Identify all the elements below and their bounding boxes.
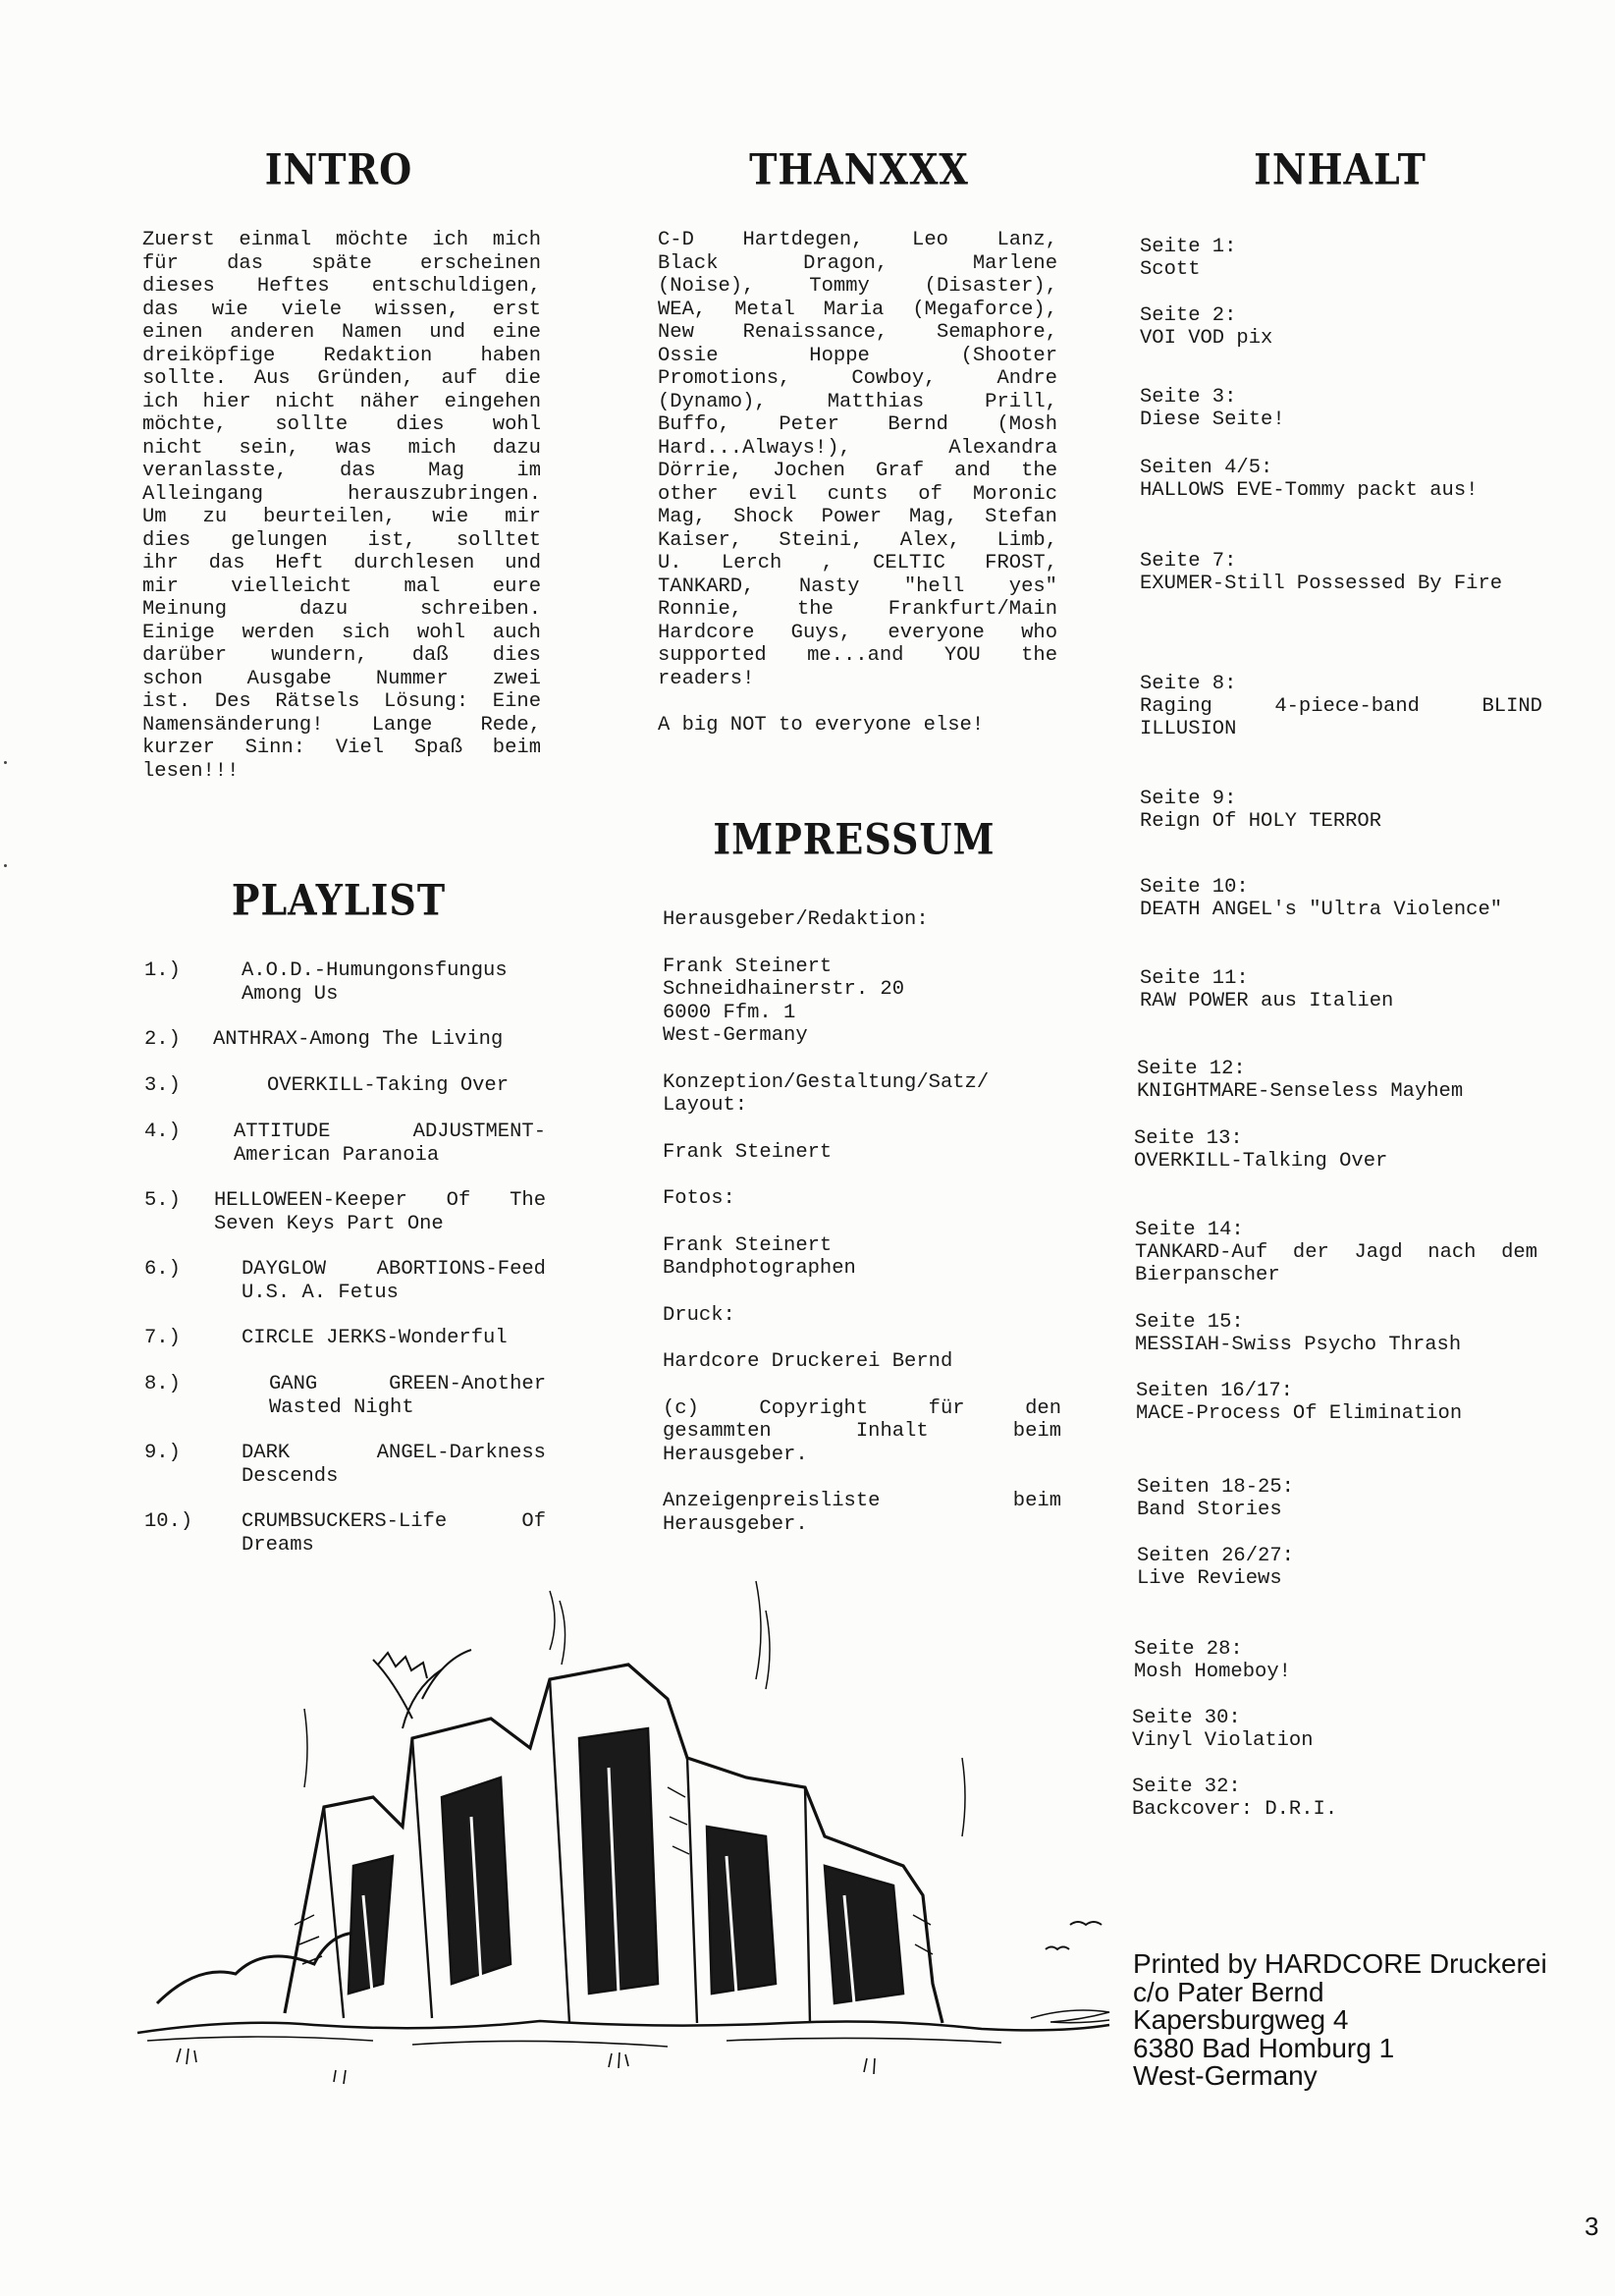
inhalt-title: Vinyl Violation <box>1132 1729 1314 1752</box>
impressum-line: (c) Copyright für den <box>663 1396 1061 1420</box>
inhalt-title: Live Reviews <box>1137 1567 1282 1590</box>
printer-address <box>1133 1950 1547 2091</box>
inhalt-page: Seiten 18-25: <box>1137 1476 1294 1499</box>
playlist-item <box>242 959 546 1006</box>
inhalt-entry <box>1140 236 1542 281</box>
playlist-item-title: DAYGLOW ABORTIONS-Feed <box>242 1258 546 1281</box>
playlist-item-subtitle: U.S. A. Fetus <box>242 1281 399 1304</box>
impressum-paragraph <box>663 1187 1061 1211</box>
playlist-item <box>242 1327 546 1350</box>
intro-line: ihr das Heft durchlesen und <box>142 552 541 574</box>
playlist-item <box>269 1373 546 1419</box>
playlist-number: 9.) <box>144 1442 181 1464</box>
impressum-paragraph <box>663 1350 1061 1374</box>
impressum-line: West-Germany <box>663 1024 808 1047</box>
thanx-line: Hardcore Guys, everyone who <box>658 621 1057 644</box>
inhalt-entry <box>1137 1058 1539 1103</box>
intro-text <box>142 229 541 783</box>
thanx-line: (Dynamo), Matthias Prill, <box>658 390 1057 413</box>
intro-line: Meinung dazu schreiben. <box>142 598 541 621</box>
playlist-item <box>242 1442 546 1488</box>
impressum-paragraph <box>663 1490 1061 1536</box>
inhalt-page: Seite 1: <box>1140 236 1237 258</box>
inhalt-page: Seite 32: <box>1132 1776 1241 1798</box>
inhalt-page: Seite 13: <box>1134 1127 1243 1150</box>
playlist-item-title: GANG GREEN-Another <box>269 1373 546 1395</box>
playlist-number: 3.) <box>144 1074 181 1097</box>
inhalt-page: Seiten 4/5: <box>1140 457 1273 479</box>
inhalt-title: MESSIAH-Swiss Psycho Thrash <box>1135 1334 1462 1356</box>
thanx-line: supported me...and YOU the <box>658 644 1057 667</box>
printer-address-line: Kapersburgweg 4 <box>1133 2004 1349 2035</box>
playlist-item-title: DARK ANGEL-Darkness <box>242 1442 546 1464</box>
inhalt-title: RAW POWER aus Italien <box>1140 990 1394 1012</box>
thanx-line: readers! <box>658 667 755 690</box>
intro-line: Um zu beurteilen, wie mir <box>142 506 541 528</box>
inhalt-page: Seite 11: <box>1140 967 1249 990</box>
impressum-line: Herausgeber. <box>663 1512 808 1536</box>
playlist-item <box>213 1028 546 1052</box>
playlist-item-title: CRUMBSUCKERS-Life Of <box>242 1510 546 1533</box>
inhalt-entry <box>1137 1476 1539 1521</box>
playlist-number: 6.) <box>144 1258 181 1281</box>
playlist-item-title: ATTITUDE ADJUSTMENT- <box>234 1121 546 1143</box>
playlist-number: 7.) <box>144 1327 181 1349</box>
printer-address-line: West-Germany <box>1133 2060 1318 2091</box>
thanx-line: Dörrie, Jochen Graf and the <box>658 460 1057 482</box>
playlist-item-title: HELLOWEEN-Keeper Of The <box>214 1189 546 1212</box>
inhalt-entry <box>1132 1776 1534 1821</box>
inhalt-entry <box>1132 1707 1534 1752</box>
playlist-item <box>234 1121 546 1167</box>
playlist-item-subtitle: Descends <box>242 1464 339 1488</box>
impressum-line: Fotos: <box>663 1187 735 1210</box>
playlist-item-title: A.O.D.-Humungonsfungus <box>242 959 508 982</box>
impressum-paragraph <box>663 1304 1061 1328</box>
inhalt-page: Seite 12: <box>1137 1058 1246 1080</box>
thanx-line: New Renaissance, Semaphore, <box>658 321 1057 344</box>
intro-line: ich hier nicht näher eingehen <box>142 390 541 413</box>
playlist-item <box>242 1258 546 1304</box>
thanx-line: Mag, Shock Power Mag, Stefan <box>658 506 1057 528</box>
intro-line: das wie viele wissen, erst <box>142 298 541 321</box>
impressum-line: Schneidhainerstr. 20 <box>663 978 905 1001</box>
inhalt-page: Seite 10: <box>1140 876 1249 899</box>
inhalt-title: Diese Seite! <box>1140 409 1285 431</box>
inhalt-title: VOI VOD pix <box>1140 327 1273 350</box>
impressum-heading: IMPRESSUM <box>713 814 996 864</box>
playlist-item-title: ANTHRAX-Among The Living <box>213 1028 504 1051</box>
inhalt-entry <box>1134 1638 1536 1683</box>
inhalt-entry <box>1140 876 1542 921</box>
impressum-line: Anzeigenpreisliste beim <box>663 1490 1061 1512</box>
inhalt-title: MACE-Process Of Elimination <box>1136 1402 1463 1425</box>
playlist-item <box>214 1189 546 1235</box>
inhalt-title: Backcover: D.R.I. <box>1132 1798 1338 1821</box>
inhalt-page: Seite 9: <box>1140 788 1237 810</box>
inhalt-title: Raging 4-piece-band BLIND ILLUSION <box>1140 695 1542 740</box>
inhalt-entry <box>1134 1127 1536 1173</box>
thanx-line: U. Lerch , CELTIC FROST, <box>658 552 1057 574</box>
inhalt-title: OVERKILL-Talking Over <box>1134 1150 1388 1173</box>
impressum-line: Frank Steinert <box>663 1140 833 1164</box>
scan-speck <box>4 761 7 764</box>
playlist-number: 2.) <box>144 1028 181 1051</box>
intro-line: einen anderen Namen und eine <box>142 321 541 344</box>
thanx-line: Promotions, Cowboy, Andre <box>658 367 1057 390</box>
playlist-heading: PLAYLIST <box>231 875 447 925</box>
inhalt-page: Seite 28: <box>1134 1638 1243 1661</box>
intro-line: veranlasste, das Mag im <box>142 460 541 482</box>
intro-heading: INTRO <box>264 144 413 194</box>
thanx-line: TANKARD, Nasty "hell yes" <box>658 574 1057 598</box>
intro-line: dieses Heftes entschuldigen, <box>142 275 541 298</box>
thanx-line: (Noise), Tommy (Disaster), <box>658 275 1057 298</box>
intro-line: schon Ausgabe Nummer zwei <box>142 667 541 690</box>
inhalt-page: Seiten 26/27: <box>1137 1545 1294 1567</box>
impressum-paragraph <box>663 908 1061 932</box>
playlist-item-subtitle: American Paranoia <box>234 1143 440 1167</box>
impressum-line: gesammten Inhalt beim <box>663 1420 1061 1443</box>
inhalt-entry <box>1135 1311 1537 1356</box>
thanx-line: WEA, Metal Maria (Megaforce), <box>658 298 1057 321</box>
intro-line: Namensänderung! Lange Rede, <box>142 713 541 737</box>
intro-line: für das späte erscheinen <box>142 251 541 275</box>
inhalt-entry <box>1140 457 1542 502</box>
scan-speck <box>4 864 7 867</box>
inhalt-title: EXUMER-Still Possessed By Fire <box>1140 573 1503 595</box>
inhalt-entry <box>1140 386 1542 431</box>
inhalt-title: Scott <box>1140 258 1201 281</box>
intro-line: darüber wundern, daß dies <box>142 644 541 667</box>
printer-address-line: 6380 Bad Homburg 1 <box>1133 2032 1395 2063</box>
inhalt-title: Reign Of HOLY TERROR <box>1140 810 1382 833</box>
playlist-item-subtitle: Seven Keys Part One <box>214 1212 444 1235</box>
intro-line: sollte. Aus Gründen, auf die <box>142 367 541 390</box>
thanx-line: C-D Hartdegen, Leo Lanz, <box>658 229 1057 251</box>
thanx-line: Ossie Hoppe (Shooter <box>658 344 1057 367</box>
inhalt-entry <box>1140 550 1542 595</box>
impressum-line: Hardcore Druckerei Bernd <box>663 1350 953 1373</box>
thanx-line: Buffo, Peter Bernd (Mosh <box>658 413 1057 436</box>
inhalt-page: Seite 14: <box>1135 1219 1244 1241</box>
inhalt-page: Seite 30: <box>1132 1707 1241 1729</box>
inhalt-page: Seite 3: <box>1140 386 1237 409</box>
inhalt-title: Band Stories <box>1137 1499 1282 1521</box>
thanx-text <box>658 229 1057 738</box>
impressum-line: 6000 Ffm. 1 <box>663 1001 796 1024</box>
inhalt-entry <box>1140 673 1542 740</box>
impressum-line: Herausgeber. <box>663 1443 808 1466</box>
impressum-paragraph <box>663 1071 1061 1118</box>
inhalt-entry <box>1136 1380 1538 1425</box>
impressum-line: Konzeption/Gestaltung/Satz/ <box>663 1070 990 1094</box>
playlist-number: 8.) <box>144 1373 181 1395</box>
impressum-line: Frank Steinert <box>663 955 833 978</box>
impressum-line: Druck: <box>663 1303 735 1327</box>
inhalt-entry <box>1135 1219 1537 1286</box>
inhalt-entry <box>1140 788 1542 833</box>
inhalt-page: Seite 15: <box>1135 1311 1244 1334</box>
inhalt-entry <box>1140 967 1542 1012</box>
impressum-line: Layout: <box>663 1094 748 1117</box>
playlist-number: 10.) <box>144 1510 193 1533</box>
intro-line: dreiköpfige Redaktion haben <box>142 344 541 367</box>
thanx-line: other evil cunts of Moronic <box>658 482 1057 506</box>
impressum-paragraph <box>663 1234 1061 1281</box>
inhalt-heading: INHALT <box>1254 144 1427 194</box>
inhalt-title: TANKARD-Auf der Jagd nach dem Bierpanscher <box>1135 1241 1537 1286</box>
impressum-paragraph <box>663 956 1061 1048</box>
printer-address-line: c/o Pater Bernd <box>1133 1976 1324 2007</box>
intro-line: nicht sein, was mich dazu <box>142 436 541 460</box>
playlist-item-subtitle: Wasted Night <box>269 1395 414 1419</box>
intro-line: möchte, sollte dies wohl <box>142 413 541 436</box>
intro-line: ist. Des Rätsels Lösung: Eine <box>142 690 541 713</box>
inhalt-page: Seite 2: <box>1140 304 1237 327</box>
playlist-number: 4.) <box>144 1121 181 1143</box>
impressum-line: Frank Steinert <box>663 1233 833 1257</box>
impressum-text <box>663 908 1061 1559</box>
page-number: 3 <box>1585 2212 1599 2241</box>
playlist-item <box>242 1510 546 1557</box>
inhalt-title: KNIGHTMARE-Senseless Mayhem <box>1137 1080 1464 1103</box>
playlist-number: 1.) <box>144 959 181 982</box>
intro-line: dies gelungen ist, solltet <box>142 528 541 552</box>
playlist-number: 5.) <box>144 1189 181 1212</box>
inhalt-entry <box>1137 1545 1539 1590</box>
thanx-closing: A big NOT to everyone else! <box>658 714 985 737</box>
thanx-line: Black Dragon, Marlene <box>658 251 1057 275</box>
printer-address-line: Printed by HARDCORE Druckerei <box>1133 1948 1547 1979</box>
mosh-ruins-illustration <box>118 1571 1139 2121</box>
impressum-line: Herausgeber/Redaktion: <box>663 908 929 931</box>
playlist-item-title: CIRCLE JERKS-Wonderful <box>242 1327 508 1349</box>
playlist-item-subtitle: Among Us <box>242 982 339 1006</box>
thanx-line: Ronnie, the Frankfurt/Main <box>658 598 1057 621</box>
inhalt-title: HALLOWS EVE-Tommy packt aus! <box>1140 479 1479 502</box>
inhalt-entry <box>1140 304 1542 350</box>
impressum-line: Bandphotographen <box>663 1257 856 1280</box>
playlist-item-title: OVERKILL-Taking Over <box>267 1074 510 1097</box>
intro-line: lesen!!! <box>142 759 240 783</box>
inhalt-page: Seite 8: <box>1140 673 1237 695</box>
thanx-line: Hard...Always!), Alexandra <box>658 436 1057 460</box>
inhalt-title: Mosh Homeboy! <box>1134 1661 1291 1683</box>
intro-line: kurzer Sinn: Viel Spaß beim <box>142 737 541 759</box>
impressum-paragraph <box>663 1141 1061 1165</box>
intro-line: Alleingang herauszubringen. <box>142 482 541 506</box>
inhalt-title: DEATH ANGEL's "Ultra Violence" <box>1140 899 1503 921</box>
thanx-line: Kaiser, Steini, Alex, Limb, <box>658 528 1057 552</box>
intro-line: Zuerst einmal möchte ich mich <box>142 229 541 251</box>
intro-line: Einige werden sich wohl auch <box>142 621 541 644</box>
thanx-heading: THANXXX <box>749 144 969 194</box>
intro-line: mir vielleicht mal eure <box>142 574 541 598</box>
playlist-item-subtitle: Dreams <box>242 1533 314 1557</box>
playlist-item <box>267 1074 546 1098</box>
impressum-paragraph <box>663 1397 1061 1467</box>
inhalt-page: Seite 7: <box>1140 550 1237 573</box>
inhalt-page: Seiten 16/17: <box>1136 1380 1293 1402</box>
